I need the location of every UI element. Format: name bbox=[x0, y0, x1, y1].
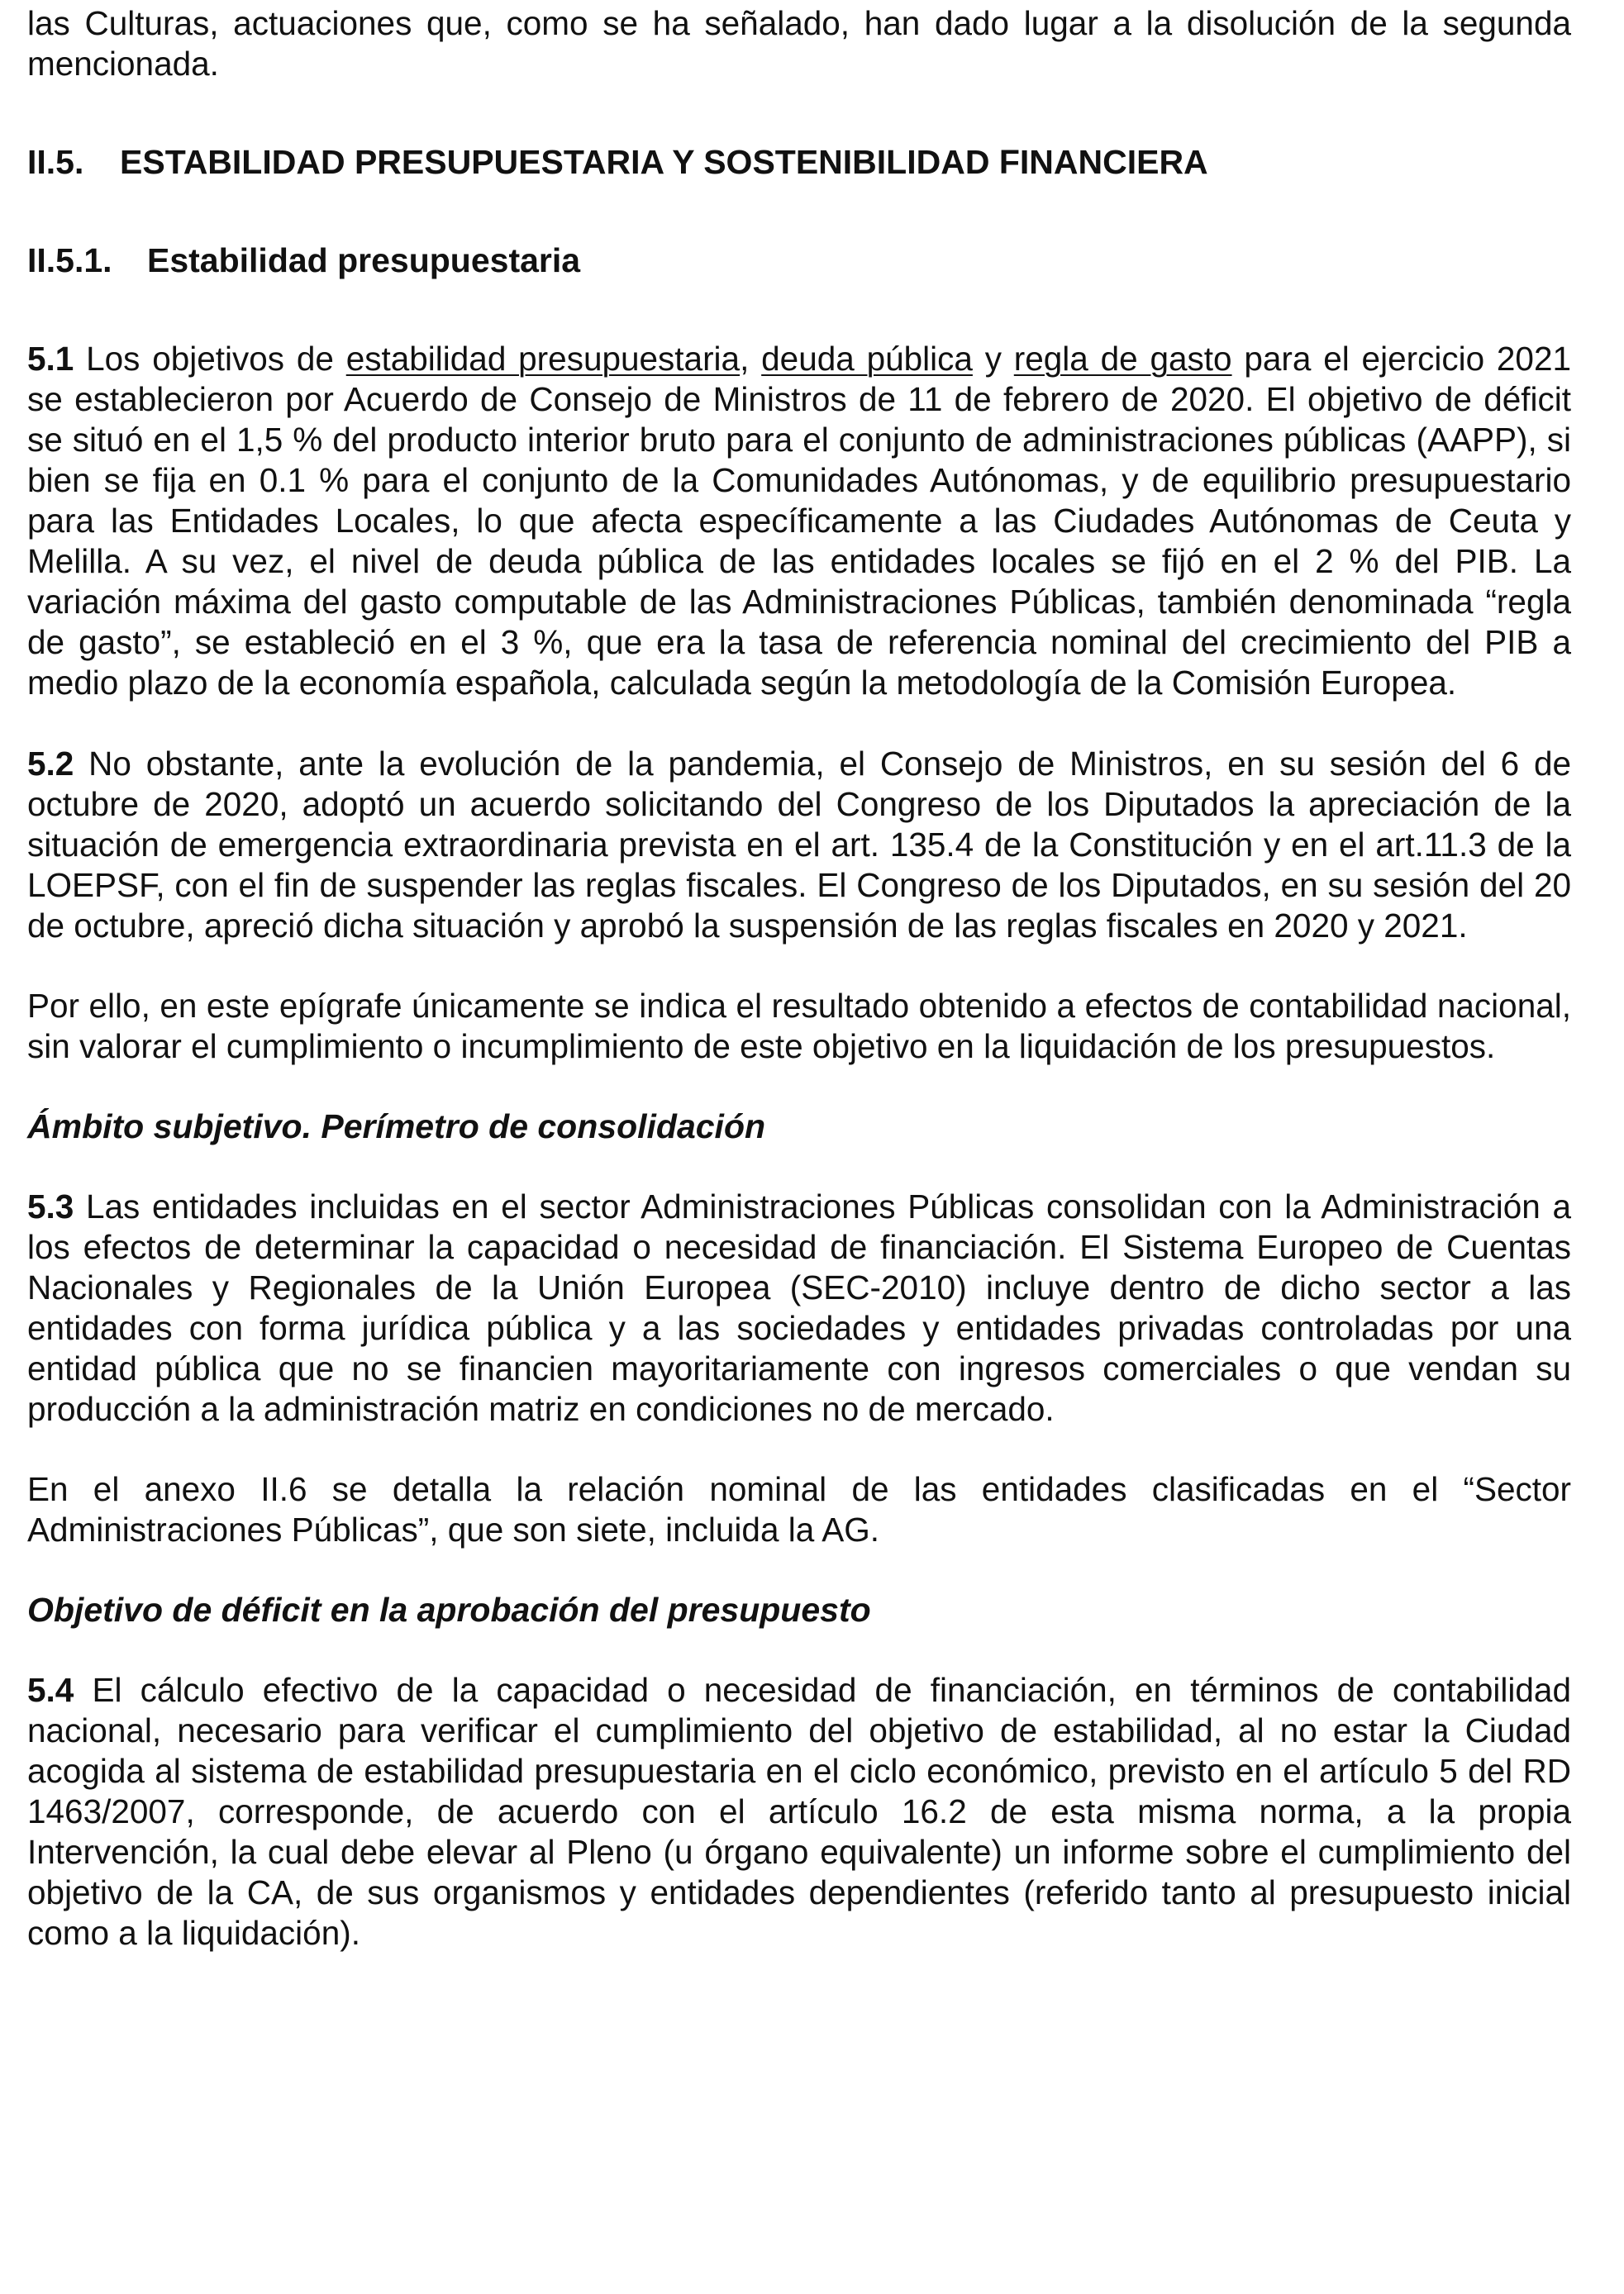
paragraph-text: Las entidades incluidas en el sector Administraciones Públicas consolidan con la Administración a los efectos de determinar la capacidad o necesidad de financiación. El Sistema Europeo de Cuentas Nacionales y Regionales de la Unión Europea (SEC-2010) incluye dentro de dicho sector a las entidades con forma jurídica pública y a las sociedades y entidades privadas controladas por una entidad pública que no se financien mayoritariamente con ingresos comerciales o que vendan su producción a la administración matriz en condiciones no de mercado. bbox=[27, 1187, 1571, 1428]
document-page bbox=[27, 3, 1571, 1954]
paragraph-text: Los objetivos de bbox=[74, 340, 346, 378]
term-regla-de-gasto: regla de gasto bbox=[1013, 340, 1232, 378]
paragraph-anexo: En el anexo II.6 se detalla la relación nominal de las entidades clasificadas en el “Sector Administraciones Públicas”, que son siete, incluida la AG. bbox=[27, 1470, 1571, 1549]
paragraph-text: y bbox=[972, 340, 1014, 378]
paragraph-text: para el ejercicio 2021 se establecieron por Acuerdo de Consejo de Ministros de 11 de febrero de 2020. El objetivo de déficit se situó en el 1,5 % del producto interior bruto para el conjunto de administraciones públicas (AAPP), si bien se fija en 0.1 % para el conjunto de la Comunidades Autónomas, y de equilibrio presupuestario para las Entidades Locales, lo que afecta específicamente a las Ciudades Autónomas de Ceuta y Melilla. A su vez, el nivel de deuda pública de las entidades locales se fijó en el 2 % del PIB. La variación máxima del gasto computable de las Administraciones Públicas, también denominada “regla de gasto”, se estableció en el 3 %, que era la tasa de referencia nominal del crecimiento del PIB a medio plazo de la economía española, calculada según la metodología de la Comisión Europea. bbox=[27, 340, 1571, 702]
subsection-number: II.5.1. bbox=[27, 241, 112, 279]
subsection-heading bbox=[27, 240, 1571, 281]
section-title: ESTABILIDAD PRESUPUESTARIA Y SOSTENIBILIDAD FINANCIERA bbox=[120, 143, 1208, 181]
heading-objetivo-deficit: Objetivo de déficit en la aprobación del presupuesto bbox=[27, 1591, 871, 1629]
section-number: II.5. bbox=[27, 143, 84, 181]
subsection-title: Estabilidad presupuestaria bbox=[147, 241, 581, 279]
paragraph-number: 5.1 bbox=[27, 340, 74, 378]
intro-paragraph: las Culturas, actuaciones que, como se ha señalado, han dado lugar a la disolución de la segunda mencionada. bbox=[27, 4, 1571, 83]
paragraph-por-ello: Por ello, en este epígrafe únicamente se indica el resultado obtenido a efectos de contabilidad nacional, sin valorar el cumplimiento o incumplimiento de este objetivo en la liquidación de los presupuestos. bbox=[27, 987, 1571, 1065]
paragraph-text: No obstante, ante la evolución de la pandemia, el Consejo de Ministros, en su sesión del 6 de octubre de 2020, adoptó un acuerdo solicitando del Congreso de los Diputados la apreciación de la situación de emergencia extraordinaria prevista en el art. 135.4 de la Constitución y en el art.11.3 de la LOEPSF, con el fin de suspender las reglas fiscales. El Congreso de los Diputados, en su sesión del 20 de octubre, apreció dicha situación y aprobó la suspensión de las reglas fiscales en 2020 y 2021. bbox=[27, 745, 1571, 945]
term-estabilidad-presupuestaria: estabilidad presupuestaria bbox=[345, 340, 741, 378]
term-deuda-publica: deuda pública bbox=[761, 340, 973, 378]
paragraph-5-1 bbox=[27, 339, 1571, 703]
paragraph-5-4 bbox=[27, 1670, 1571, 1954]
paragraph-5-3 bbox=[27, 1187, 1571, 1430]
paragraph-5-2 bbox=[27, 744, 1571, 946]
section-heading bbox=[27, 142, 1571, 183]
paragraph-text: , bbox=[740, 340, 762, 378]
paragraph-number: 5.3 bbox=[27, 1187, 74, 1226]
paragraph-number: 5.2 bbox=[27, 745, 74, 783]
paragraph-text: El cálculo efectivo de la capacidad o necesidad de financiación, en términos de contabilidad nacional, necesario para verificar el cumplimiento del objetivo de estabilidad, al no estar la Ciudad acogida al sistema de estabilidad presupuestaria en el ciclo económico, previsto en el artículo 5 del RD 1463/2007, corresponde, de acuerdo con el artículo 16.2 de esta misma norma, a la propia Intervención, la cual debe elevar al Pleno (u órgano equivalente) un informe sobre el cumplimiento del objetivo de la CA, de sus organismos y entidades dependientes (referido tanto al presupuesto inicial como a la liquidación). bbox=[27, 1671, 1571, 1952]
heading-ambito-subjetivo: Ámbito subjetivo. Perímetro de consolidación bbox=[27, 1107, 766, 1145]
paragraph-number: 5.4 bbox=[27, 1671, 74, 1709]
